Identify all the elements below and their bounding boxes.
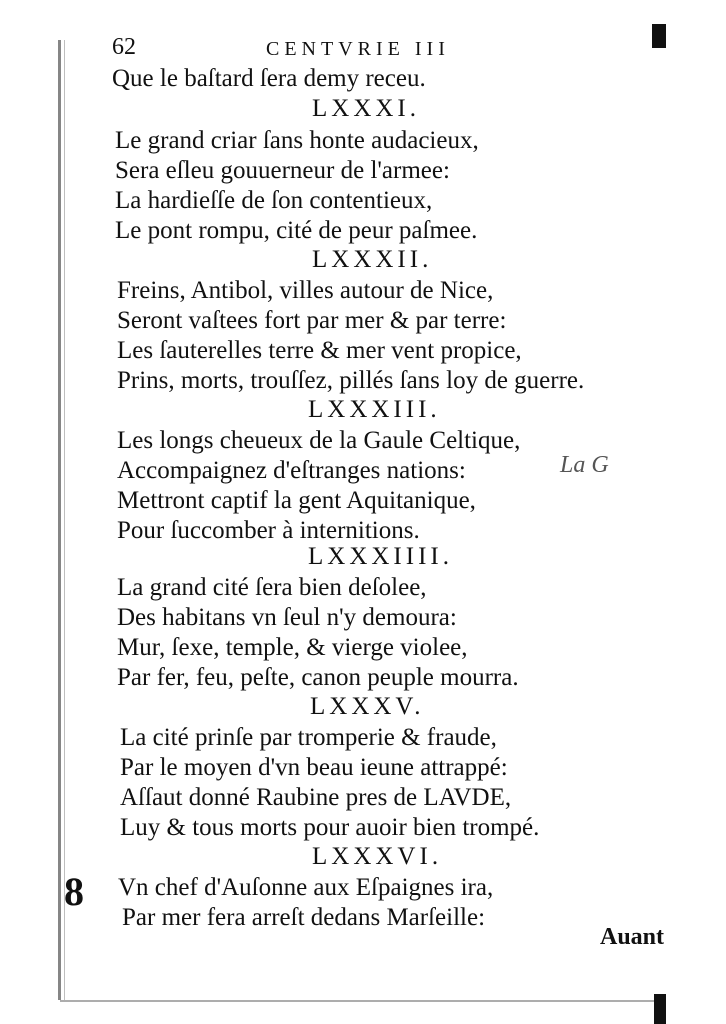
quatrain-number: LXXXIII. [308,396,441,423]
handwritten-marginal-note: La G [560,452,609,478]
verse-line: Seront vaſtees fort par mer & par terre: [117,307,507,334]
quatrain-number: LXXXV. [310,693,425,720]
verse-line: La grand cité ſera bien deſolee, [117,574,427,601]
quatrain-number: LXXXI. [312,95,421,122]
binding-edge-inner [64,40,65,1000]
page-bottom-edge [60,1000,660,1002]
marginal-mark: 8 [64,869,84,914]
verse-line: Luy & tous morts pour auoir bien trompé. [120,814,540,841]
verse-line: Prins, morts, trouſſez, pillés ſans loy de guerre. [117,367,585,394]
quatrain-number: LXXXIIII. [308,543,453,570]
verse-line: Par le moyen d'vn beau ieune attrappé: [120,754,508,781]
verse-line: Mur, ſexe, temple, & vierge violee, [117,634,468,661]
verse-line: La hardieſſe de ſon contentieux, [115,187,433,214]
verse-line: Les longs cheueux de la Gaule Celtique, [117,427,521,454]
verse-line: Mettront captif la gent Aquitanique, [117,487,476,514]
verse-line: Par mer fera arreſt dedans Marſeille: [122,904,486,931]
binding-edge [58,40,61,1000]
page-header [112,34,532,64]
verse-line: Les ſauterelles terre & mer vent propice, [117,337,522,364]
verse-line: Aſſaut donné Raubine pres de LAVDE, [120,784,512,811]
verse-line: La cité prinſe par tromperie & fraude, [120,724,497,751]
verse-line: Accompaignez d'eſtranges nations: [117,457,466,484]
page-tab-top [652,24,666,48]
quatrain-number: LXXXVI. [312,843,443,870]
running-title: CENTVRIE III [266,38,450,60]
verse-line: Des habitans vn ſeul n'y demoura: [117,604,457,631]
verse-line: Que le baſtard ſera demy receu. [112,65,426,92]
verse-line: Freins, Antibol, villes autour de Nice, [117,277,494,304]
verse-line: Par fer, feu, peſte, canon peuple mourra. [117,664,519,691]
verse-line: Vn chef d'Auſonne aux Eſpaignes ira, [118,874,494,901]
verse-line: Le pont rompu, cité de peur paſmee. [115,217,478,244]
verse-line: Pour ſuccomber à internitions. [117,517,420,544]
verse-line: Sera eſleu gouuerneur de l'armee: [115,157,450,184]
catchword: Auant [600,924,665,950]
page-tab-bottom [654,994,666,1024]
verse-line: Le grand criar ſans honte audacieux, [115,127,479,154]
quatrain-number: LXXXII. [312,246,433,273]
folio-number: 62 [112,34,136,60]
